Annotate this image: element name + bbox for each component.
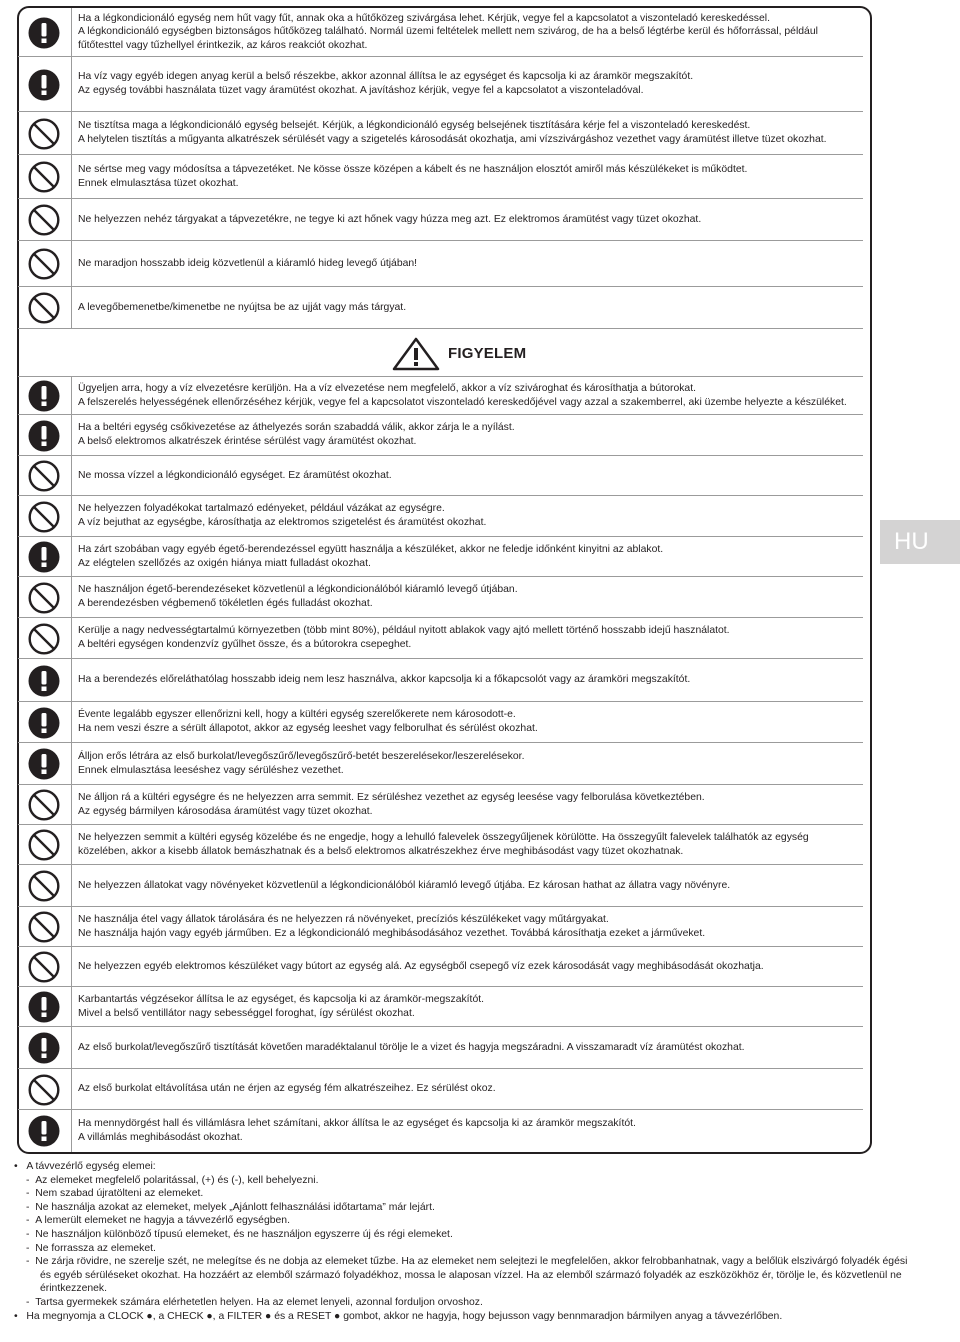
warning-row <box>18 659 863 702</box>
warning-icon-cell <box>18 1110 72 1152</box>
warning-text <box>78 865 857 906</box>
warning-icon-cell <box>18 577 72 617</box>
warning-line: Ha víz vagy egyéb idegen anyag kerül a belső részekbe, akkor azonnal állítsa le az egységet és kapcsolja ki az áramkör megszakítót. <box>78 71 694 83</box>
warning-icon-cell <box>18 199 72 240</box>
prohibited-icon <box>28 118 60 150</box>
battery-final-note: • Ha megnyomja a CLOCK ●, a CHECK ●, a FILTER ● és a RESET ● gombot, akkor ne hagyja, hogy bejusson vagy bennmaradjon bármilyen anyag a távvezérlőben. <box>14 1310 783 1322</box>
warning-text <box>78 659 857 701</box>
warning-line: A víz bejuthat az egységbe, károsíthatja az elektromos szigetelést és áramütést okozhat. <box>78 517 487 528</box>
battery-item <box>14 1187 914 1201</box>
warning-icon-cell <box>18 8 72 56</box>
warning-icon-cell <box>18 155 72 198</box>
language-tab: HU <box>880 520 960 564</box>
prohibited-icon <box>28 582 60 614</box>
warning-icon-cell <box>18 241 72 286</box>
caution-title: FIGYELEM <box>448 345 527 362</box>
warning-line: Ne helyezzen folyadékokat tartalmazó edényeket, például vázákat az egységre. <box>78 503 445 515</box>
warning-line: A belső elektromos alkatrészek érintése sérülést vagy áramütést okozhat. <box>78 436 417 447</box>
warning-text <box>78 199 857 240</box>
battery-item <box>14 1296 914 1310</box>
warning-line: Ne használja hajón vagy egyéb járműben. Ez a légkondicionáló meghibásodásához vezethet. Továbbá károsíthatja ezeket a járműveket. <box>78 927 706 939</box>
warning-line: Álljon erős létrára az első burkolat/levegőszűrő/levegőszűrő-betét beszerelésekor/leszerelésekor. <box>78 750 525 762</box>
warning-row <box>18 743 863 785</box>
mandatory-action-icon <box>28 1115 60 1147</box>
warning-text <box>78 785 857 824</box>
prohibited-icon <box>28 292 60 324</box>
warning-line: Ennek elmulasztása tüzet okozhat. <box>78 177 239 189</box>
warning-text <box>78 155 857 198</box>
mandatory-action-icon <box>28 17 60 49</box>
battery-item-text: Ne forrassza az elemeket. <box>35 1242 156 1254</box>
prohibited-icon <box>28 460 60 492</box>
warning-text <box>78 577 857 617</box>
warning-text <box>78 241 857 286</box>
battery-item <box>14 1255 914 1296</box>
warning-text <box>78 987 857 1026</box>
warning-line: Ha nem veszi észre a sérült állapotot, akkor az egység leeshet vagy felborulhat és sérülést okozhat. <box>78 723 538 734</box>
warning-row <box>18 618 863 659</box>
warning-line: Ne helyezzen semmit a kültéri egység közelébe és ne engedje, hogy a lehulló falevelek összegyűljenek körülötte. Ha összegyűlt falevelek találhatók az egység közelében, akkor a kisebb állatok bemászhatnak és a belső elektromos alkatrészekhez érve meghibásodást vagy tüzet okozhatnak. <box>78 831 809 857</box>
warning-icon-cell <box>18 1027 72 1068</box>
prohibited-icon <box>28 789 60 821</box>
warning-text <box>78 496 857 536</box>
warning-line: A villámlás meghibásodást okozhat. <box>78 1132 243 1143</box>
prohibited-icon <box>28 161 60 193</box>
dash-marker: - <box>26 1201 36 1213</box>
warning-line: A felszerelés helyességének ellenőrzéséhez kérjük, vegye fel a kapcsolatot viszonteladó kereskedőjével vagy azzal a szakemberrel, aki üzembe helyezte a készüléket. <box>78 396 847 408</box>
warning-line: Ne használja étel vagy állatok tárolására és ne helyezzen rá növényeket, precíziós készülékeket vagy műtárgyakat. <box>78 913 609 925</box>
warning-icon-cell <box>18 415 72 455</box>
warning-line: Az egység bármilyen károsodása áramütést vagy tüzet okozhat. <box>78 805 373 817</box>
battery-item-text: Ne használjon különböző típusú elemeket, és ne használjon egyszerre új és régi elemeket. <box>35 1228 453 1240</box>
warning-icon-cell <box>18 618 72 658</box>
prohibited-icon <box>28 248 60 280</box>
warning-row <box>18 577 863 618</box>
warning-line: Ne helyezzen állatokat vagy növényeket közvetlenül a légkondicionálóból kiáramló levegő útjába. Ez károsan hathat az állatra vagy növényre. <box>78 879 731 891</box>
warning-text <box>78 112 857 154</box>
warning-line: Ne álljon rá a kültéri egységre és ne helyezzen arra semmit. Ez sérüléshez vezethet az egység leesése vagy felborulása következtében. <box>78 791 705 803</box>
dash-marker: - <box>26 1174 36 1186</box>
warning-text <box>78 57 857 111</box>
mandatory-action-icon <box>28 707 60 739</box>
prohibited-icon <box>28 911 60 943</box>
warning-row <box>18 57 863 112</box>
warning-text <box>78 825 857 864</box>
warning-line: A levegőbemenetbe/kimenetbe ne nyújtsa be az ujját vagy más tárgyat. <box>78 301 407 313</box>
warning-icon-cell <box>18 377 72 414</box>
warning-row <box>18 112 863 155</box>
warning-icon-cell <box>18 825 72 864</box>
warning-line: A légkondicionáló egységben biztonságos hűtőközeg található. Normál üzemi feltételek mellett nem szivárog, de ha a belső légtérbe kerül és hőforrással, például fűtőtesttel vagy tűzhellyel érintkezik, az káros reakciót okozhat. <box>78 26 818 51</box>
mandatory-action-icon <box>28 1032 60 1064</box>
warning-line: Ne tisztítsa maga a légkondicionáló egység belsejét. Kérjük, a légkondicionáló egység belsejének tisztítására kérje fel a viszonteladó kereskedést. <box>78 120 751 132</box>
warning-text <box>78 456 857 495</box>
warning-row <box>18 537 863 577</box>
prohibited-icon <box>28 951 60 983</box>
mandatory-action-icon <box>28 420 60 452</box>
battery-item-text: Tartsa gyermekek számára elérhetetlen helyen. Ha az elemet lenyeli, azonnal forduljon orvoshoz. <box>35 1296 483 1308</box>
warning-row <box>18 415 863 456</box>
warning-row <box>18 496 863 537</box>
mandatory-action-icon <box>28 665 60 697</box>
warning-text <box>78 1069 857 1109</box>
warning-row <box>18 1110 863 1152</box>
mandatory-action-icon <box>28 991 60 1023</box>
battery-item-text: Ne használja azokat az elemeket, melyek „Ajánlott felhasználási időtartama” már lejárt. <box>35 1201 435 1213</box>
battery-item-text: Nem szabad újratölteni az elemeket. <box>35 1188 204 1200</box>
warning-line: Ennek elmulasztása leeséshez vagy sérüléshez vezethet. <box>78 764 344 776</box>
warning-line: Évente legalább egyszer ellenőrizni kell, hogy a kültéri egység szerelőkerete nem károsodott-e. <box>78 709 516 721</box>
prohibited-icon <box>28 623 60 655</box>
battery-notes <box>14 1160 914 1323</box>
prohibited-icon <box>28 204 60 236</box>
warning-line: Az első burkolat eltávolítása után ne érjen az egység fém alkatrészeihez. Ez sérülést okoz. <box>78 1083 496 1095</box>
battery-heading: • A távvezérlő egység elemei: <box>14 1161 156 1172</box>
warning-row <box>18 8 863 57</box>
warning-icon-cell <box>18 702 72 742</box>
warning-text <box>78 287 857 328</box>
dash-marker: - <box>26 1188 36 1200</box>
warning-row <box>18 702 863 743</box>
warning-line: Karbantartás végzésekor állítsa le az egységet, és kapcsolja ki az áramkör-megszakítót. <box>78 993 485 1005</box>
warning-icon-cell <box>18 987 72 1026</box>
warning-row <box>18 377 863 415</box>
warning-text <box>78 8 857 56</box>
caution-header <box>18 329 863 377</box>
warning-icon-cell <box>18 865 72 906</box>
warning-icon-cell <box>18 947 72 986</box>
warning-line: Ügyeljen arra, hogy a víz elvezetésre kerüljön. Ha a víz elvezetése nem megfelelő, akkor a víz szivároghat és károsíthatja a bútorokat. <box>78 382 696 394</box>
warning-row <box>18 456 863 496</box>
warning-line: Ne mossa vízzel a légkondicionáló egységet. Ez áramütést okozhat. <box>78 469 392 481</box>
warning-line: Ha a légkondicionáló egység nem hűt vagy fűt, annak oka a hűtőközeg szivárgása lehet. Kérjük, vegye fel a kapcsolatot a viszonteladó kereskedéssel. <box>78 12 770 24</box>
warning-line: Ne helyezzen nehéz tárgyakat a tápvezetékre, ne tegye ki azt hőnek vagy húzza meg azt. Ez elektromos áramütést vagy tüzet okozhat. <box>78 213 702 225</box>
warning-line: A helytelen tisztítás a műgyanta alkatrészek sérülését vagy a szigetelés károsodását okozhatja, ami vízszivárgáshoz vezethet vagy áramütést illetve tüzet okozhat. <box>78 134 827 145</box>
prohibited-icon <box>28 1074 60 1106</box>
dash-marker: - <box>26 1242 36 1254</box>
dash-marker: - <box>26 1256 36 1268</box>
warning-line: Az első burkolat/levegőszűrő tisztítását követően maradéktalanul törölje le a vizet és hagyja megszáradni. A visszamaradt víz áramütést okozhat. <box>78 1041 745 1053</box>
warning-triangle-icon <box>392 337 440 371</box>
warning-text <box>78 947 857 986</box>
battery-item <box>14 1228 914 1242</box>
warning-line: Kerülje a nagy nedvességtartalmú környezetben (több mint 80%), például nyitott ablakok vagy ajtó mellett történő hosszabb idejű használatot. <box>78 625 730 637</box>
warning-line: Ha a berendezés előreláthatólag hosszabb ideig nem lesz használva, akkor kapcsolja ki a főkapcsolót vagy az áramköri megszakítót. <box>78 674 691 686</box>
warning-text <box>78 537 857 576</box>
warning-icon-cell <box>18 743 72 784</box>
warning-text <box>78 907 857 946</box>
battery-item <box>14 1214 914 1228</box>
battery-item-text: Ne zárja rövidre, ne szerelje szét, ne melegítse és ne dobja az elemeket tűzbe. Ha az elemeket nem selejtezi le megfelelően, akkor felrobbanhatnak, vagy a belőlük elszivárgó folyadék égési és egyéb sérüléseket okozhat. Ha hozzáért az elemből származó folyadékhoz, mossa le alaposan vízzel. Ha az elemből származó folyadék az eszközökhöz ér, törölje le, és közvetlenül ne érintkezzenek. <box>35 1256 908 1295</box>
dash-marker: - <box>26 1228 36 1240</box>
warning-row <box>18 199 863 241</box>
warning-text <box>78 702 857 742</box>
warning-line: Az egység további használata tüzet vagy áramütést okozhat. A javításhoz kérjük, vegye fel a kapcsolatot a viszonteladóval. <box>78 85 644 96</box>
warning-line: Ha mennydörgést hall és villámlásra lehet számítani, akkor állítsa le az egységet és kapcsolja ki az áramkör megszakítót. <box>78 1118 636 1130</box>
warning-row <box>18 155 863 199</box>
battery-item <box>14 1201 914 1215</box>
warning-icon-cell <box>18 785 72 824</box>
warning-row <box>18 947 863 987</box>
battery-list <box>14 1174 914 1310</box>
warning-icon-cell <box>18 537 72 576</box>
warning-icon-cell <box>18 496 72 536</box>
dash-marker: - <box>26 1296 36 1308</box>
battery-item-text: A lemerült elemeket ne hagyja a távvezérlő egységben. <box>35 1215 290 1227</box>
warning-line: Mivel a belső ventillátor nagy sebességgel foroghat, így sérülést okozhat. <box>78 1007 415 1019</box>
warning-row <box>18 825 863 865</box>
warning-line: Ne helyezzen egyéb elektromos készüléket vagy bútort az egység alá. Az egységből csepegő víz ezek károsodását vagy meghibásodását okozhatja. <box>78 960 764 972</box>
warning-row <box>18 241 863 287</box>
warning-row <box>18 987 863 1027</box>
warning-line: Ha zárt szobában vagy egyéb égető-berendezéssel együtt használja a készüléket, akkor ne feledje időnként kinyitni az ablakot. <box>78 543 664 555</box>
prohibited-icon <box>28 501 60 533</box>
warning-line: Az elégtelen szellőzés az oxigén hiánya miatt fulladást okozhat. <box>78 557 371 569</box>
warning-line: Ne maradjon hosszabb ideig közvetlenül a kiáramló hideg levegő útjában! <box>78 257 418 269</box>
warning-row <box>18 1027 863 1069</box>
warning-row <box>18 785 863 825</box>
mandatory-action-icon <box>28 69 60 101</box>
warning-icon-cell <box>18 907 72 946</box>
prohibited-icon <box>28 870 60 902</box>
warning-line: A berendezésben végbemenő tökéletlen égés fulladást okozhat. <box>78 598 373 609</box>
warning-line: Ne használjon égető-berendezéseket közvetlenül a légkondicionálóból kiáramló levegő útjában. <box>78 584 518 596</box>
warning-row <box>18 287 863 329</box>
warning-row <box>18 865 863 907</box>
warning-text <box>78 743 857 784</box>
warning-icon-cell <box>18 57 72 111</box>
warning-text <box>78 1027 857 1068</box>
battery-item-text: Az elemeket megfelelő polaritással, (+) és (-), kell behelyezni. <box>35 1174 319 1186</box>
warning-text <box>78 415 857 455</box>
warning-icon-cell <box>18 1069 72 1109</box>
battery-item <box>14 1174 914 1188</box>
warning-text <box>78 1110 857 1152</box>
warning-row <box>18 1069 863 1110</box>
warning-line: Ne sértse meg vagy módosítsa a tápvezetéket. Ne kösse össze középen a kábelt és ne használjon elosztót amiről más készülékeket is működtet. <box>78 163 748 175</box>
warning-icon-cell <box>18 659 72 701</box>
mandatory-action-icon <box>28 748 60 780</box>
warning-text <box>78 377 857 414</box>
warning-text <box>78 618 857 658</box>
warning-icon-cell <box>18 456 72 495</box>
warning-icon-cell <box>18 287 72 328</box>
dash-marker: - <box>26 1215 36 1227</box>
battery-item <box>14 1242 914 1256</box>
mandatory-action-icon <box>28 541 60 573</box>
warning-row <box>18 907 863 947</box>
mandatory-action-icon <box>28 380 60 412</box>
warning-line: A beltéri egységen kondenzvíz gyűlhet össze, és a bútorokra csepeghet. <box>78 639 412 650</box>
warning-icon-cell <box>18 112 72 154</box>
prohibited-icon <box>28 829 60 861</box>
warning-line: Ha a beltéri egység csőkivezetése az áthelyezés során szabaddá válik, akkor zárja le a nyílást. <box>78 422 515 434</box>
